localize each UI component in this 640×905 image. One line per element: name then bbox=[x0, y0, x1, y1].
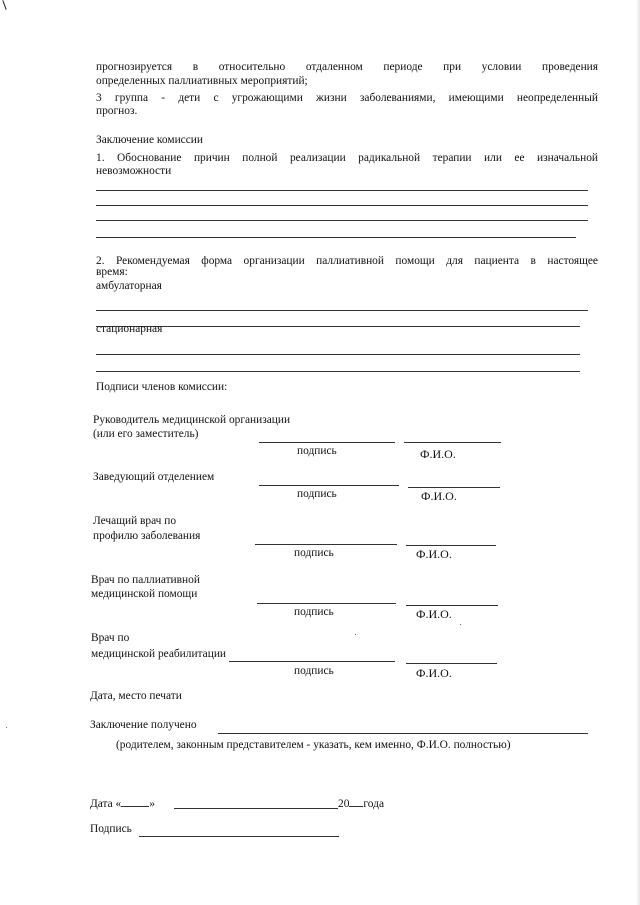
justification-write-line-1[interactable] bbox=[96, 190, 588, 191]
scan-speck bbox=[355, 634, 356, 635]
member-3-signature-caption: подпись bbox=[294, 547, 334, 559]
scan-speck bbox=[460, 624, 461, 625]
member-1-name-line[interactable] bbox=[404, 442, 501, 443]
signature-write-line[interactable] bbox=[139, 836, 339, 837]
recommendation-line-2: время: bbox=[96, 266, 128, 278]
date-label bbox=[90, 795, 155, 812]
justification-line-2: невозможности bbox=[96, 165, 172, 177]
intro-line-1: прогнозируется в относительно отдаленном периоде при условии проведения bbox=[96, 61, 598, 73]
justification-write-line-3[interactable] bbox=[96, 220, 588, 221]
date-year-prefix: 20 bbox=[338, 798, 350, 810]
member-5-title-line-2: медицинской реабилитации bbox=[91, 648, 227, 660]
member-3-name-line[interactable] bbox=[406, 545, 496, 546]
scan-edge-shadow bbox=[636, 0, 640, 905]
recommendation-line-1: 2. Рекомендуемая форма организации паллиативной помощи для пациента в настоящее bbox=[96, 255, 598, 267]
member-3-name-caption: Ф.И.О. bbox=[416, 547, 452, 561]
member-5-signature-line[interactable] bbox=[229, 661, 395, 662]
date-close-quote: » bbox=[149, 798, 155, 810]
date-year bbox=[338, 795, 384, 812]
received-write-line[interactable] bbox=[218, 733, 588, 734]
date-month-field[interactable] bbox=[174, 808, 338, 809]
date-day-field[interactable] bbox=[121, 795, 149, 807]
member-3-signature-line[interactable] bbox=[255, 544, 397, 545]
outpatient-write-line-2[interactable] bbox=[96, 326, 580, 327]
outpatient-label: амбулаторная bbox=[96, 280, 162, 292]
member-4-signature-line[interactable] bbox=[257, 603, 396, 604]
member-4-signature-caption: подпись bbox=[294, 606, 334, 618]
scan-speck bbox=[6, 727, 7, 728]
member-1-signature-caption: подпись bbox=[297, 445, 337, 457]
inpatient-write-line-1[interactable] bbox=[96, 354, 580, 355]
received-label: Заключение получено bbox=[90, 719, 197, 731]
member-1-title-line-2: (или его заместитель) bbox=[93, 428, 199, 440]
signature-label: Подпись bbox=[90, 823, 132, 835]
member-2-signature-caption: подпись bbox=[297, 488, 337, 500]
received-hint: (родителем, законным представителем - указать, кем именно, Ф.И.О. полностью) bbox=[116, 739, 511, 751]
member-1-name-caption: Ф.И.О. bbox=[420, 447, 456, 461]
member-1-signature-line[interactable] bbox=[259, 442, 395, 443]
date-prefix: Дата « bbox=[90, 798, 122, 810]
member-2-signature-line[interactable] bbox=[259, 485, 399, 486]
inpatient-write-line-2[interactable] bbox=[96, 371, 580, 372]
member-2-title-line-1: Заведующий отделением bbox=[93, 471, 215, 483]
member-4-name-caption: Ф.И.О. bbox=[416, 607, 452, 621]
justification-write-line-2[interactable] bbox=[96, 205, 588, 206]
member-4-name-line[interactable] bbox=[406, 605, 498, 606]
date-year-suffix: года bbox=[363, 798, 384, 810]
signatures-heading: Подписи членов комиссии: bbox=[96, 381, 228, 393]
justification-line-1: 1. Обоснование причин полной реализации радикальной терапии или ее изначальной bbox=[96, 152, 598, 164]
member-5-name-line[interactable] bbox=[406, 663, 497, 664]
scan-corner-mark bbox=[2, 0, 6, 10]
member-5-name-caption: Ф.И.О. bbox=[416, 666, 452, 680]
intro-line-3: 3 группа - дети с угрожающими жизни заболеваниями, имеющими неопределенный bbox=[96, 92, 598, 104]
member-1-title-line-1: Руководитель медицинской организации bbox=[93, 414, 291, 426]
member-2-name-caption: Ф.И.О. bbox=[421, 489, 457, 503]
conclusion-heading: Заключение комиссии bbox=[96, 134, 203, 146]
member-3-title-line-1: Лечащий врач по bbox=[93, 515, 177, 527]
intro-line-2: определенных паллиативных мероприятий; bbox=[96, 75, 308, 87]
member-5-title-line-1: Врач по bbox=[91, 632, 130, 644]
justification-write-line-4[interactable] bbox=[96, 237, 576, 238]
inpatient-label: стационарная bbox=[96, 323, 163, 335]
member-2-name-line[interactable] bbox=[408, 487, 500, 488]
member-4-title-line-2: медицинской помощи bbox=[91, 588, 198, 600]
member-3-title-line-2: профилю заболевания bbox=[93, 530, 201, 542]
outpatient-write-line-1[interactable] bbox=[96, 310, 588, 311]
date-year-field[interactable] bbox=[349, 795, 363, 807]
date-place-seal-label: Дата, место печати bbox=[90, 690, 182, 702]
intro-line-4: прогноз. bbox=[96, 105, 138, 117]
member-4-title-line-1: Врач по паллиативной bbox=[91, 574, 200, 586]
member-5-signature-caption: подпись bbox=[294, 665, 334, 677]
